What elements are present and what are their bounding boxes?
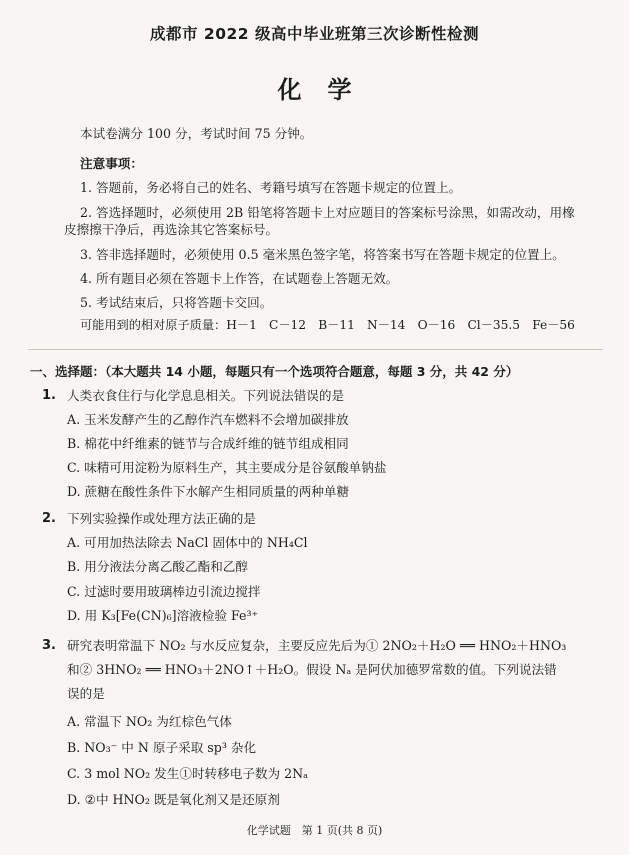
notice-item: 2. 答选择题时，必须使用 2B 铅笔将答题卡上对应题目的答案标号涂黑，如需改动，用橡 bbox=[80, 205, 575, 220]
question-option: C. 过滤时要用玻璃棒边引流边搅拌 bbox=[67, 584, 261, 599]
notice-item: 5. 考试结束后，只将答题卡交回。 bbox=[80, 295, 273, 310]
page-footer: 化学试题 第 1 页(共 8 页) bbox=[246, 824, 383, 837]
notice-item: 3. 答非选择题时，必须使用 0.5 毫米黑色签字笔，将答案书写在答题卡规定的位置上。 bbox=[80, 247, 565, 262]
notice-heading: 注意事项： bbox=[80, 156, 143, 171]
question-option: A. 常温下 NO₂ 为红棕色气体 bbox=[67, 714, 232, 729]
section-heading: 一、选择题：（本大题共 14 小题，每题只有一个选项符合题意，每题 3 分，共 42 分） bbox=[30, 364, 519, 379]
notice-item-continued: 皮擦擦干净后，再选涂其它答案标号。 bbox=[64, 222, 279, 237]
notice-item: 1. 答题前，务必将自己的姓名、考籍号填写在答题卡规定的位置上。 bbox=[80, 180, 462, 195]
question-option: B. NO₃⁻ 中 N 原子采取 sp³ 杂化 bbox=[67, 740, 257, 755]
question-option: B. 用分液法分离乙酸乙酯和乙醇 bbox=[67, 559, 248, 574]
exam-title: 成都市 2022 级高中毕业班第三次诊断性检测 bbox=[150, 25, 479, 43]
question-option: C. 3 mol NO₂ 发生①时转移电子数为 2Nₐ bbox=[67, 766, 308, 781]
subject-title: 化学 bbox=[277, 76, 378, 104]
question-number: 3. bbox=[42, 638, 56, 653]
question-option: A. 玉米发酵产生的乙醇作汽车燃料不会增加碳排放 bbox=[67, 412, 349, 427]
question-stem: 下列实验操作或处理方法正确的是 bbox=[67, 511, 256, 526]
section-divider bbox=[28, 349, 603, 350]
question-option: A. 可用加热法除去 NaCl 固体中的 NH₄Cl bbox=[67, 535, 308, 550]
notice-item: 4. 所有题目必须在答题卡上作答，在试题卷上答题无效。 bbox=[80, 271, 399, 286]
question-stem: 误的是 bbox=[67, 686, 105, 701]
question-option: D. 蔗糖在酸性条件下水解产生相同质量的两种单糖 bbox=[67, 484, 350, 499]
question-number: 2. bbox=[42, 511, 56, 526]
question-stem: 人类衣食住行与化学息息相关。下列说法错误的是 bbox=[67, 388, 345, 403]
question-stem: 和② 3HNO₂ ══ HNO₃＋2NO↑＋H₂O。假设 Nₐ 是阿伏加德罗常数的值。下列说法错 bbox=[67, 662, 557, 677]
question-number: 1. bbox=[42, 388, 56, 403]
score-line: 本试卷满分 100 分，考试时间 75 分钟。 bbox=[80, 126, 313, 141]
question-option: C. 味精可用淀粉为原料生产，其主要成分是谷氨酸单钠盐 bbox=[67, 460, 387, 475]
atomic-mass-line: 可能用到的相对原子质量：H－1 C－12 B－11 N－14 O－16 Cl－35.5 Fe－56 bbox=[80, 318, 575, 332]
question-stem: 研究表明常温下 NO₂ 与水反应复杂，主要反应先后为① 2NO₂＋H₂O ══ HNO₂＋HNO₃ bbox=[67, 638, 567, 653]
question-option: D. ②中 HNO₂ 既是氧化剂又是还原剂 bbox=[67, 792, 280, 807]
question-option: D. 用 K₃[Fe(CN)₆]溶液检验 Fe³⁺ bbox=[67, 608, 259, 623]
question-option: B. 棉花中纤维素的链节与合成纤维的链节组成相同 bbox=[67, 436, 349, 451]
